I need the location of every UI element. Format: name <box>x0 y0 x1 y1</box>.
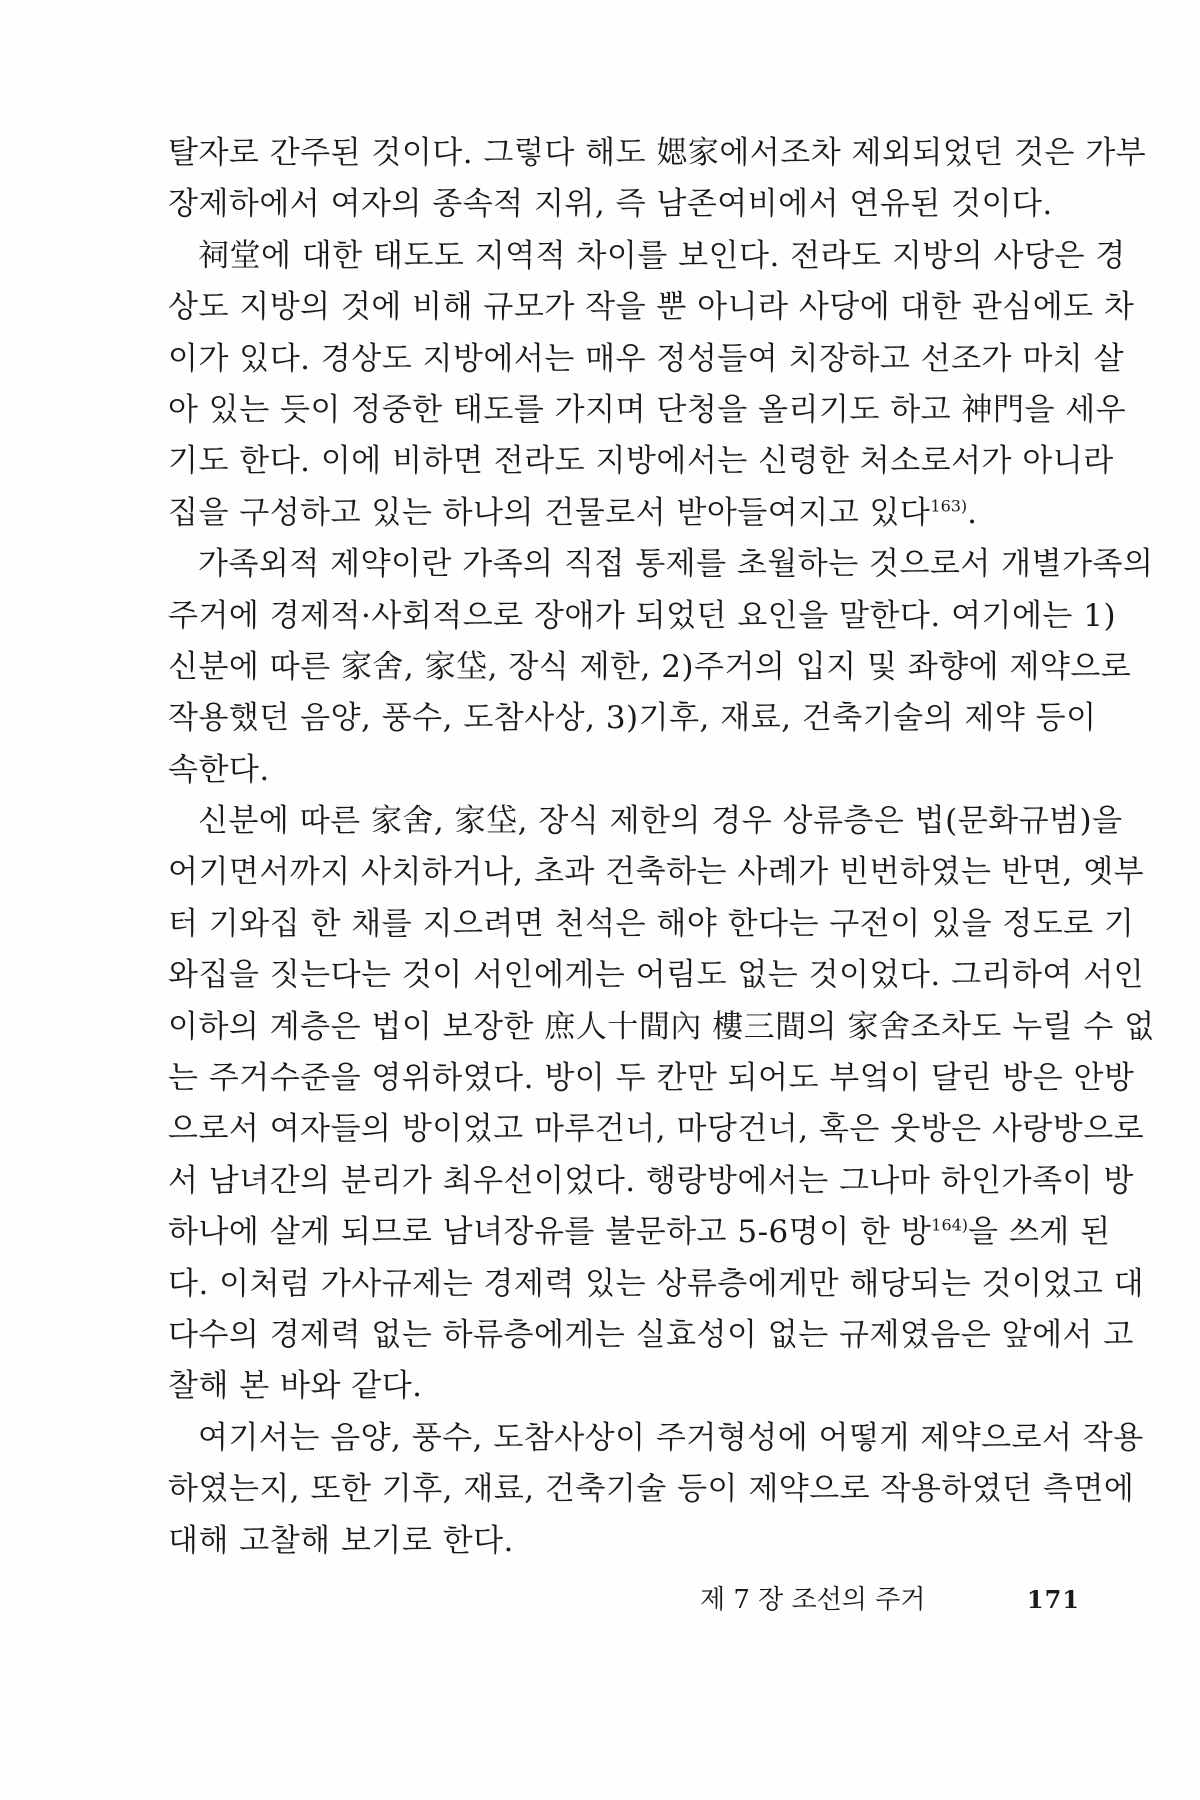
body-text <box>168 128 1155 1567</box>
text-line: 여기서는 음양, 풍수, 도참사상이 주거형성에 어떻게 제약으로서 작용 <box>198 1419 1144 1456</box>
text-line: 이가 있다. 경상도 지방에서는 매우 정성들여 치장하고 선조가 마치 살 <box>168 340 1125 377</box>
text-line: 는 주거수준을 영위하였다. 방이 두 칸만 되어도 부엌이 달린 방은 안방 <box>168 1060 1135 1097</box>
text-line: 신분에 따른 家舍, 家垈, 장식 제한의 경우 상류층은 법(문화규범)을 <box>198 803 1123 840</box>
text-line: 이하의 계층은 법이 보장한 庶人十間內 樓三間의 家舍조차도 누릴 수 없 <box>168 1008 1155 1045</box>
page-number: 171 <box>1026 1585 1080 1614</box>
paragraph-2 <box>168 231 1135 539</box>
running-footer-chapter: 제 7 장 조선의 주거 <box>700 1585 926 1615</box>
paragraph-3 <box>168 539 1154 796</box>
page-footer <box>700 1580 1080 1620</box>
text-line: 가족외적 제약이란 가족의 직접 통제를 초월하는 것으로서 개별가족의 <box>198 546 1154 583</box>
footnote-ref: 164) <box>931 1215 969 1235</box>
text-line: 속한다. <box>168 751 270 788</box>
text-line: 탈자로 간주된 것이다. 그렇다 해도 媤家에서조차 제외되었던 것은 가부 <box>168 135 1147 171</box>
text-line: 대해 고찰해 보기로 한다. <box>168 1522 514 1559</box>
text-line: 祠堂에 대한 태도도 지역적 차이를 보인다. 전라도 지방의 사당은 경 <box>198 237 1126 274</box>
text-segment: . <box>967 494 978 531</box>
text-line: 하였는지, 또한 기후, 재료, 건축기술 등이 제약으로 작용하였던 측면에 <box>168 1471 1135 1508</box>
text-line: 상도 지방의 것에 비해 규모가 작을 뿐 아니라 사당에 대한 관심에도 차 <box>168 289 1135 326</box>
footnote-ref: 163) <box>930 496 968 516</box>
text-segment: 집을 구성하고 있는 하나의 건물로서 받아들여지고 있다 <box>168 494 931 531</box>
paragraph-5 <box>168 1413 1144 1567</box>
text-line: 와집을 짓는다는 것이 서인에게는 어림도 없는 것이었다. 그리하여 서인 <box>168 957 1145 994</box>
paragraph-1 <box>168 128 1147 231</box>
paragraph-4 <box>168 796 1155 1413</box>
text-line: 터 기와집 한 채를 지으려면 천석은 해야 한다는 구전이 있을 정도로 기 <box>168 905 1135 942</box>
text-segment: 을 쓰게 된 <box>968 1214 1111 1251</box>
text-line: 어기면서까지 사치하거나, 초과 건축하는 사례가 빈번하였는 반면, 옛부 <box>168 854 1145 891</box>
text-line <box>168 1207 1111 1258</box>
text-line: 주거에 경제적·사회적으로 장애가 되었던 요인을 말한다. 여기에는 1) <box>168 597 1117 634</box>
text-line: 다. 이처럼 가사규제는 경제력 있는 상류층에게만 해당되는 것이었고 대 <box>168 1265 1145 1302</box>
text-line: 으로서 여자들의 방이었고 마루건너, 마당건너, 혹은 웃방은 사랑방으로 <box>168 1111 1145 1148</box>
text-line: 작용했던 음양, 풍수, 도참사상, 3)기후, 재료, 건축기술의 제약 등이 <box>168 700 1097 737</box>
text-line: 찰해 본 바와 같다. <box>168 1368 423 1405</box>
text-line: 아 있는 듯이 정중한 태도를 가지며 단청을 올리기도 하고 神門을 세우 <box>168 391 1127 428</box>
text-line: 다수의 경제력 없는 하류층에게는 실효성이 없는 규제였음은 앞에서 고 <box>168 1316 1134 1353</box>
text-line <box>168 488 1073 539</box>
text-line: 서 남녀간의 분리가 최우선이었다. 행랑방에서는 그나마 하인가족이 방 <box>168 1162 1134 1199</box>
text-line: 기도 한다. 이에 비하면 전라도 지방에서는 신령한 처소로서가 아니라 <box>168 443 1114 480</box>
text-segment: 하나에 살게 되므로 남녀장유를 불문하고 5-6명이 한 방 <box>168 1214 932 1251</box>
text-line: 신분에 따른 家舍, 家垈, 장식 제한, 2)주거의 입지 및 좌향에 제약으로 <box>168 648 1132 685</box>
text-line: 장제하에서 여자의 종속적 지위, 즉 남존여비에서 연유된 것이다. <box>168 186 1053 223</box>
